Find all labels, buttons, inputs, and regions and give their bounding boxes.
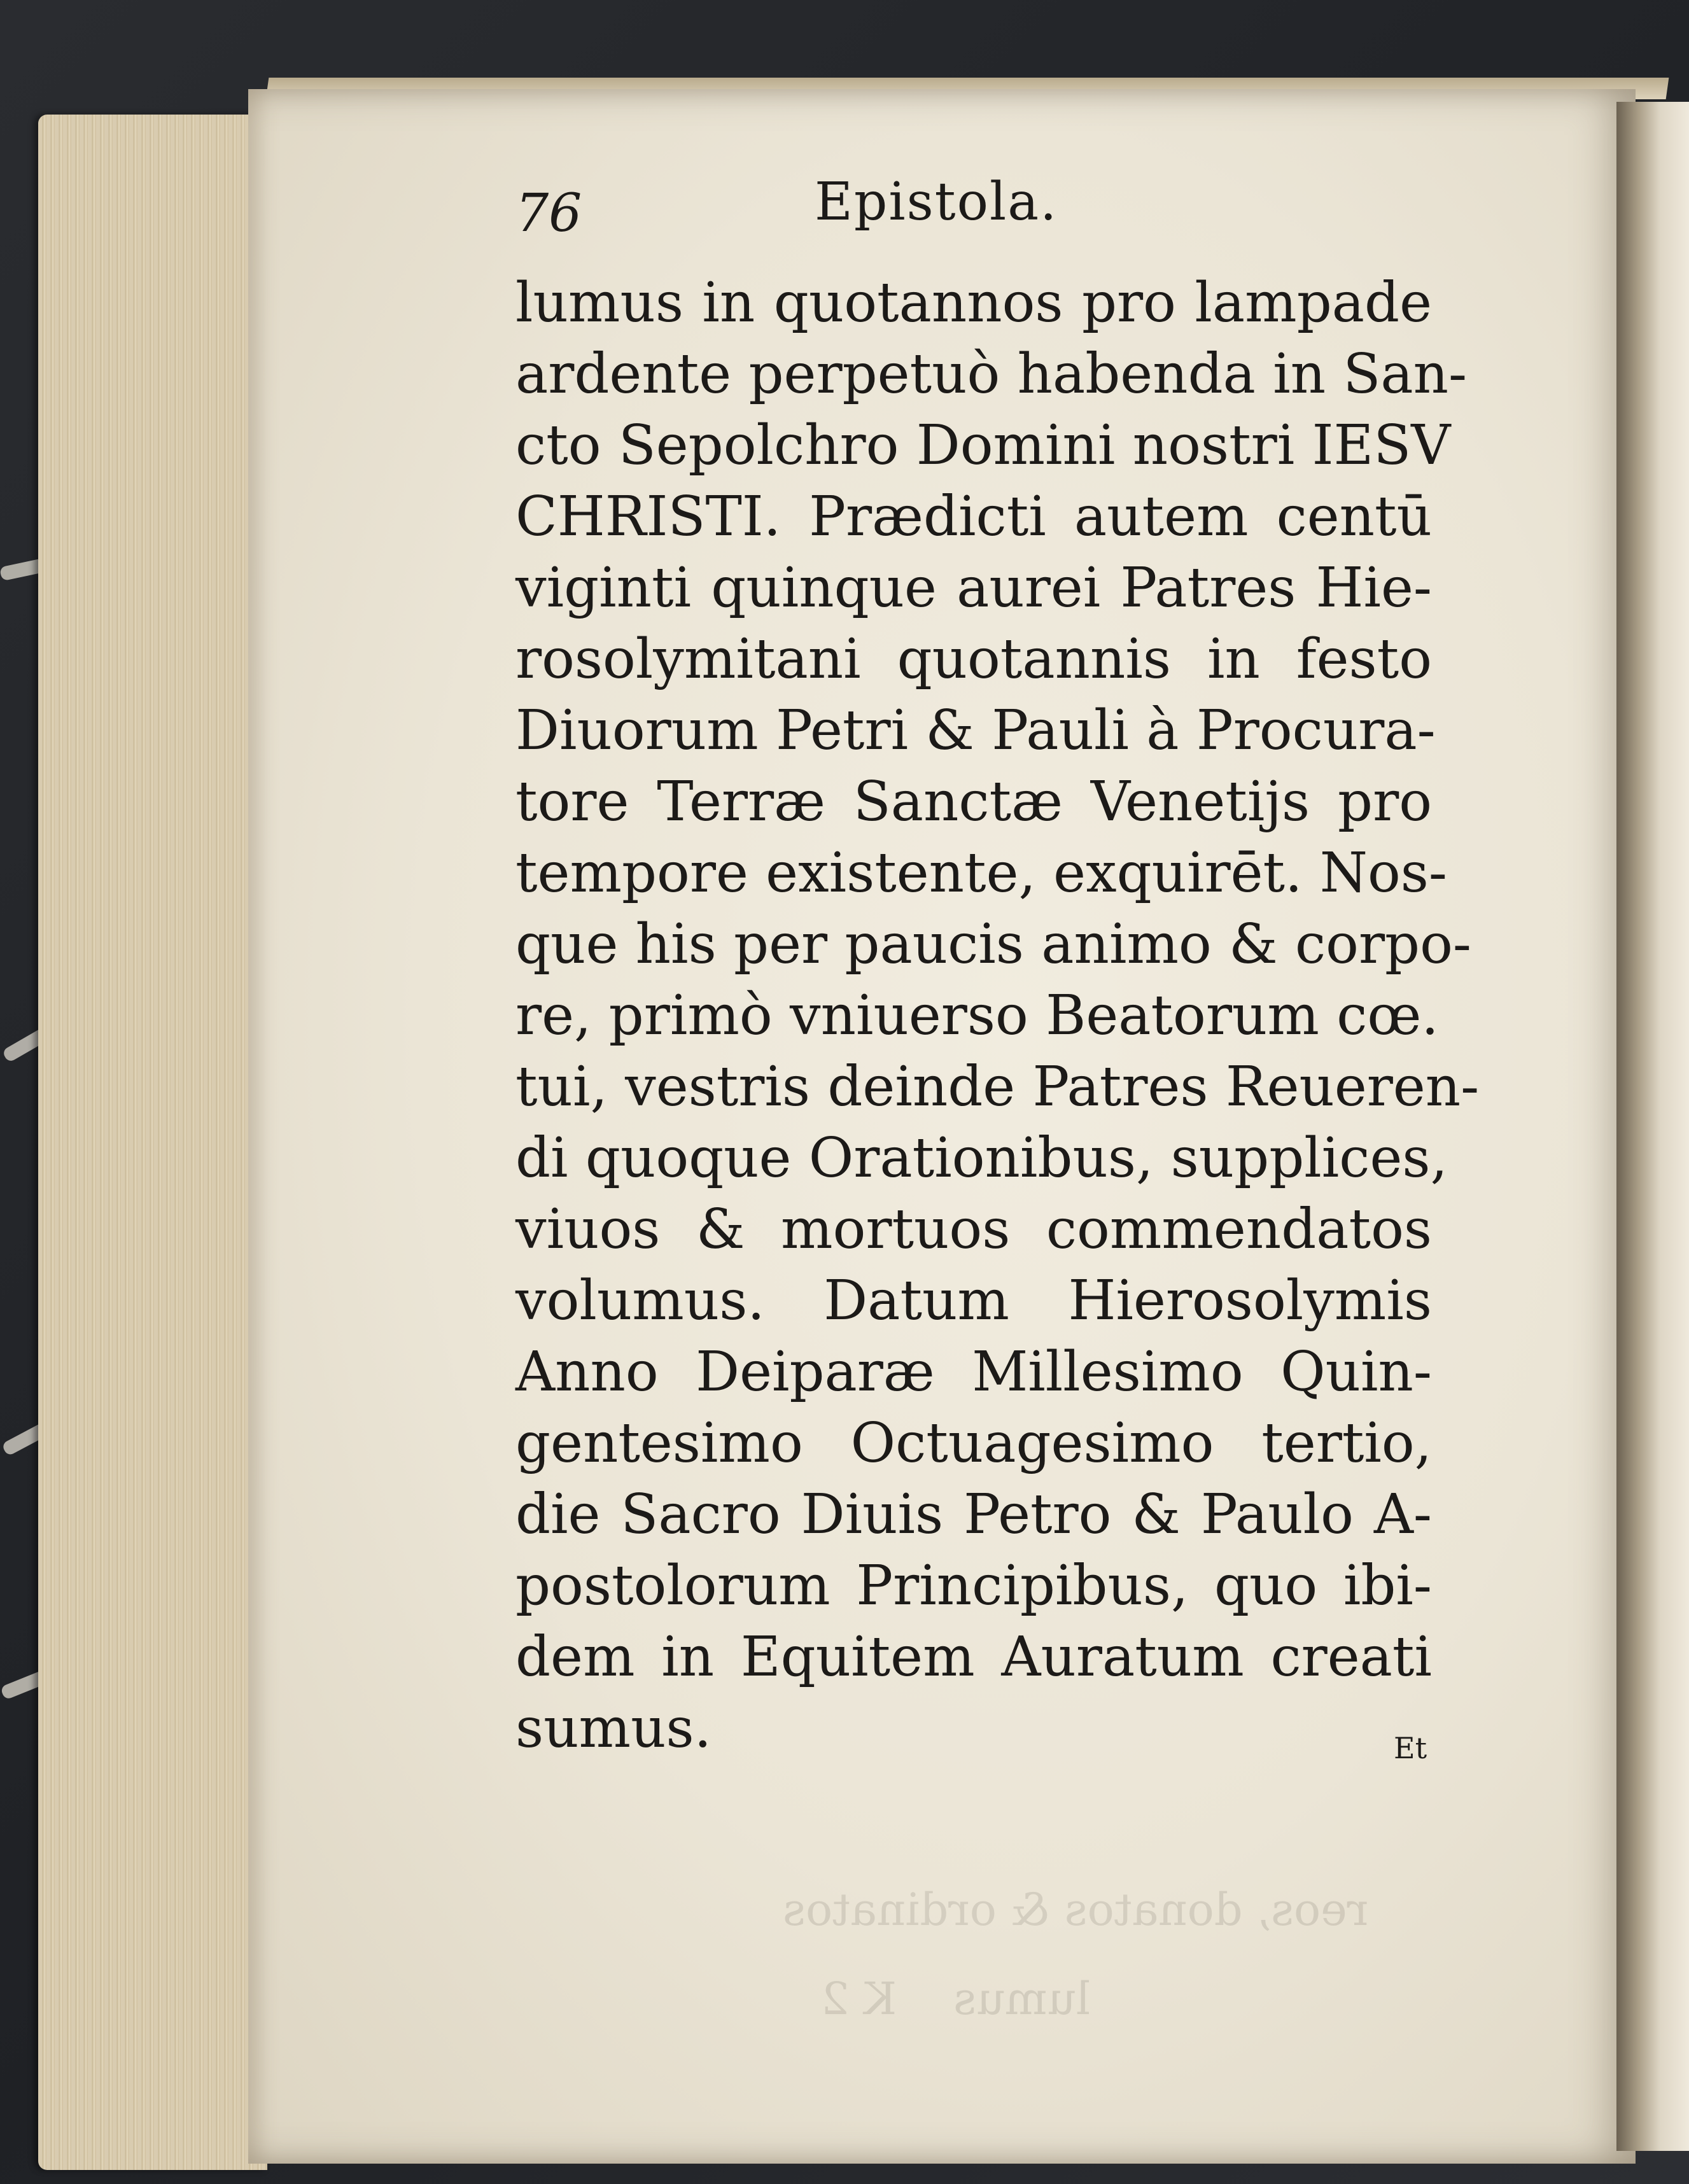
running-title: Epistola.	[815, 172, 1058, 232]
text-line: Anno Deiparæ Millesimo Quin-	[515, 1340, 1432, 1404]
running-head	[515, 172, 1438, 267]
text-line: sumus.	[515, 1697, 711, 1760]
page-number: 76	[515, 183, 582, 244]
show-through-text: lumus K 2	[821, 1973, 1090, 2025]
text-line: rosolymitani quotannis in festo	[515, 627, 1432, 691]
text-line: tui, vestris deinde Patres Reueren-	[515, 1055, 1480, 1119]
book-gutter	[1616, 102, 1689, 2151]
text-line: CHRISTI. Prædicti autem centū	[515, 485, 1432, 549]
show-through-text: reos, donatos & ordinatos	[783, 1884, 1369, 1936]
text-line: di quoque Orationibus, supplices,	[515, 1126, 1448, 1190]
text-line: die Sacro Diuis Petro & Paulo A-	[515, 1483, 1432, 1546]
text-line: gentesimo Octuagesimo tertio,	[515, 1411, 1432, 1475]
text-line: ardente perpetuò habenda in San-	[515, 342, 1468, 406]
text-line: tore Terræ Sanctæ Venetijs pro	[515, 770, 1432, 834]
text-line: tempore existente, exquirēt. Nos-	[515, 841, 1447, 905]
text-line: volumus. Datum Hierosolymis	[515, 1269, 1432, 1333]
text-line: cto Sepolchro Domini nostri IESV	[515, 414, 1451, 477]
text-line: lumus in quotannos pro lampade	[515, 271, 1432, 335]
text-line: viginti quinque aurei Patres Hie-	[515, 556, 1432, 620]
text-line: viuos & mortuos commendatos	[515, 1198, 1432, 1261]
body-text	[515, 267, 1480, 1764]
text-line: Diuorum Petri & Pauli à Procura-	[515, 699, 1436, 762]
catchword: Et	[1394, 1731, 1427, 1765]
text-line: postolorum Principibus, quo ibi-	[515, 1554, 1432, 1618]
text-line: re, primò vniuerso Beatorum cœ.	[515, 984, 1439, 1047]
text-line: dem in Equitem Auratum creati	[515, 1625, 1432, 1689]
text-line: que his per paucis animo & corpo-	[515, 913, 1471, 976]
page-edges	[38, 115, 267, 2170]
page-text-block	[515, 172, 1480, 1764]
